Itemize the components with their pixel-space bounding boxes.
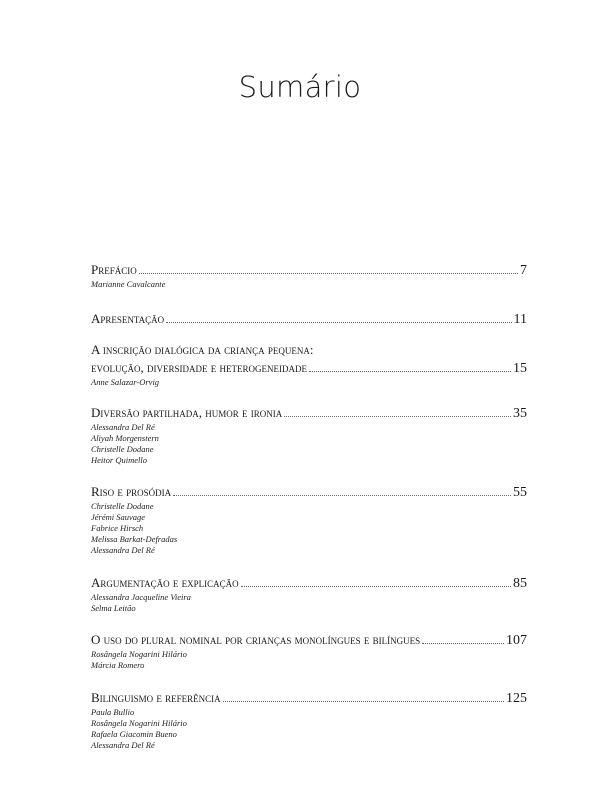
author-name: Aliyah Morgenstern [91, 433, 159, 443]
dot-leader [139, 272, 518, 274]
author-list [91, 422, 527, 466]
author-name: Alessandra Del Ré [91, 740, 155, 750]
toc-entry-inscricao-dialogica[interactable] [91, 342, 527, 388]
author-name: Heitor Quimello [91, 455, 147, 465]
toc-entry-line[interactable] [91, 360, 527, 377]
author-list [91, 279, 527, 290]
author-name: Christelle Dodane [91, 501, 154, 511]
toc-entry-line[interactable] [91, 632, 527, 649]
author-name: Alessandra Del Ré [91, 545, 155, 555]
toc-entry-title: Apresentação [91, 311, 165, 326]
toc-entry-page: 7 [520, 263, 527, 278]
author-name: Marianne Cavalcante [91, 279, 166, 289]
dot-leader [422, 642, 504, 644]
author-name: Rafaela Giacomin Bueno [91, 729, 177, 739]
toc-entry-line[interactable] [91, 484, 527, 501]
toc-entry-title: Bilinguismo e referência [91, 690, 221, 705]
toc-entry-title: Argumentação e explicação [91, 575, 239, 590]
dot-leader [241, 585, 511, 587]
toc-entry-title: Prefácio [91, 262, 137, 277]
toc-entry-riso[interactable] [91, 484, 527, 556]
page-title: Sumário [238, 70, 362, 104]
toc-entry-plural-nominal[interactable] [91, 632, 527, 671]
toc-entry-page: 11 [513, 312, 527, 327]
dot-leader [309, 370, 511, 372]
author-name: Selma Leitão [91, 603, 136, 613]
author-list [91, 501, 527, 556]
toc-entry-page: 107 [506, 633, 527, 648]
dot-leader [223, 700, 504, 702]
author-name: Melissa Barkat-Defradas [91, 534, 178, 544]
toc-entry-prefacio[interactable] [91, 262, 527, 290]
author-list [91, 377, 527, 388]
author-name: Christelle Dodane [91, 444, 154, 454]
toc-entry-line[interactable] [91, 405, 527, 422]
author-name: Fabrice Hirsch [91, 523, 144, 533]
toc-entry-title: Riso e prosódia [91, 484, 172, 499]
toc-entry-line[interactable] [91, 575, 527, 592]
toc-entry-title-line1: A inscrição dialógica da criança pequena: [91, 342, 314, 357]
toc-entry-page: 15 [513, 361, 527, 376]
author-name: Márcia Romero [91, 660, 145, 670]
toc-entry-argumentacao[interactable] [91, 575, 527, 614]
toc-entry-line[interactable] [91, 690, 527, 707]
toc-entry-page: 85 [513, 576, 527, 591]
toc-entry-line[interactable] [91, 262, 527, 279]
author-list [91, 707, 527, 751]
author-list [91, 592, 527, 614]
toc-entry-title: evolução, diversidade e heterogeneidade [91, 360, 307, 375]
author-name: Jérémi Sauvage [91, 512, 146, 522]
dot-leader [166, 321, 511, 323]
toc-entry-page: 55 [513, 485, 527, 500]
dot-leader [284, 415, 511, 417]
toc-entry-apresentacao[interactable] [91, 311, 527, 328]
dot-leader [173, 494, 511, 496]
toc-entry-diversao[interactable] [91, 405, 527, 466]
toc-entry-line-1[interactable] [91, 342, 527, 358]
author-name: Alessandra Del Ré [91, 422, 155, 432]
toc-entry-bilinguismo[interactable] [91, 690, 527, 751]
toc-entry-title: Diversão partilhada, humor e ironia [91, 405, 283, 420]
author-name: Rosângela Nogarini Hilário [91, 649, 187, 659]
author-name: Anne Salazar-Orvig [91, 377, 160, 387]
author-list [91, 649, 527, 671]
toc-entry-page: 35 [513, 406, 527, 421]
author-name: Rosângela Nogarini Hilário [91, 718, 187, 728]
toc-entry-line[interactable] [91, 311, 527, 328]
toc-entry-title: O uso do plural nominal por crianças monolíngues e bilíngues [91, 632, 421, 647]
author-name: Alessandra Jacqueline Vieira [91, 592, 191, 602]
author-name: Paula Bullio [91, 707, 135, 717]
toc-entry-page: 125 [506, 691, 527, 706]
